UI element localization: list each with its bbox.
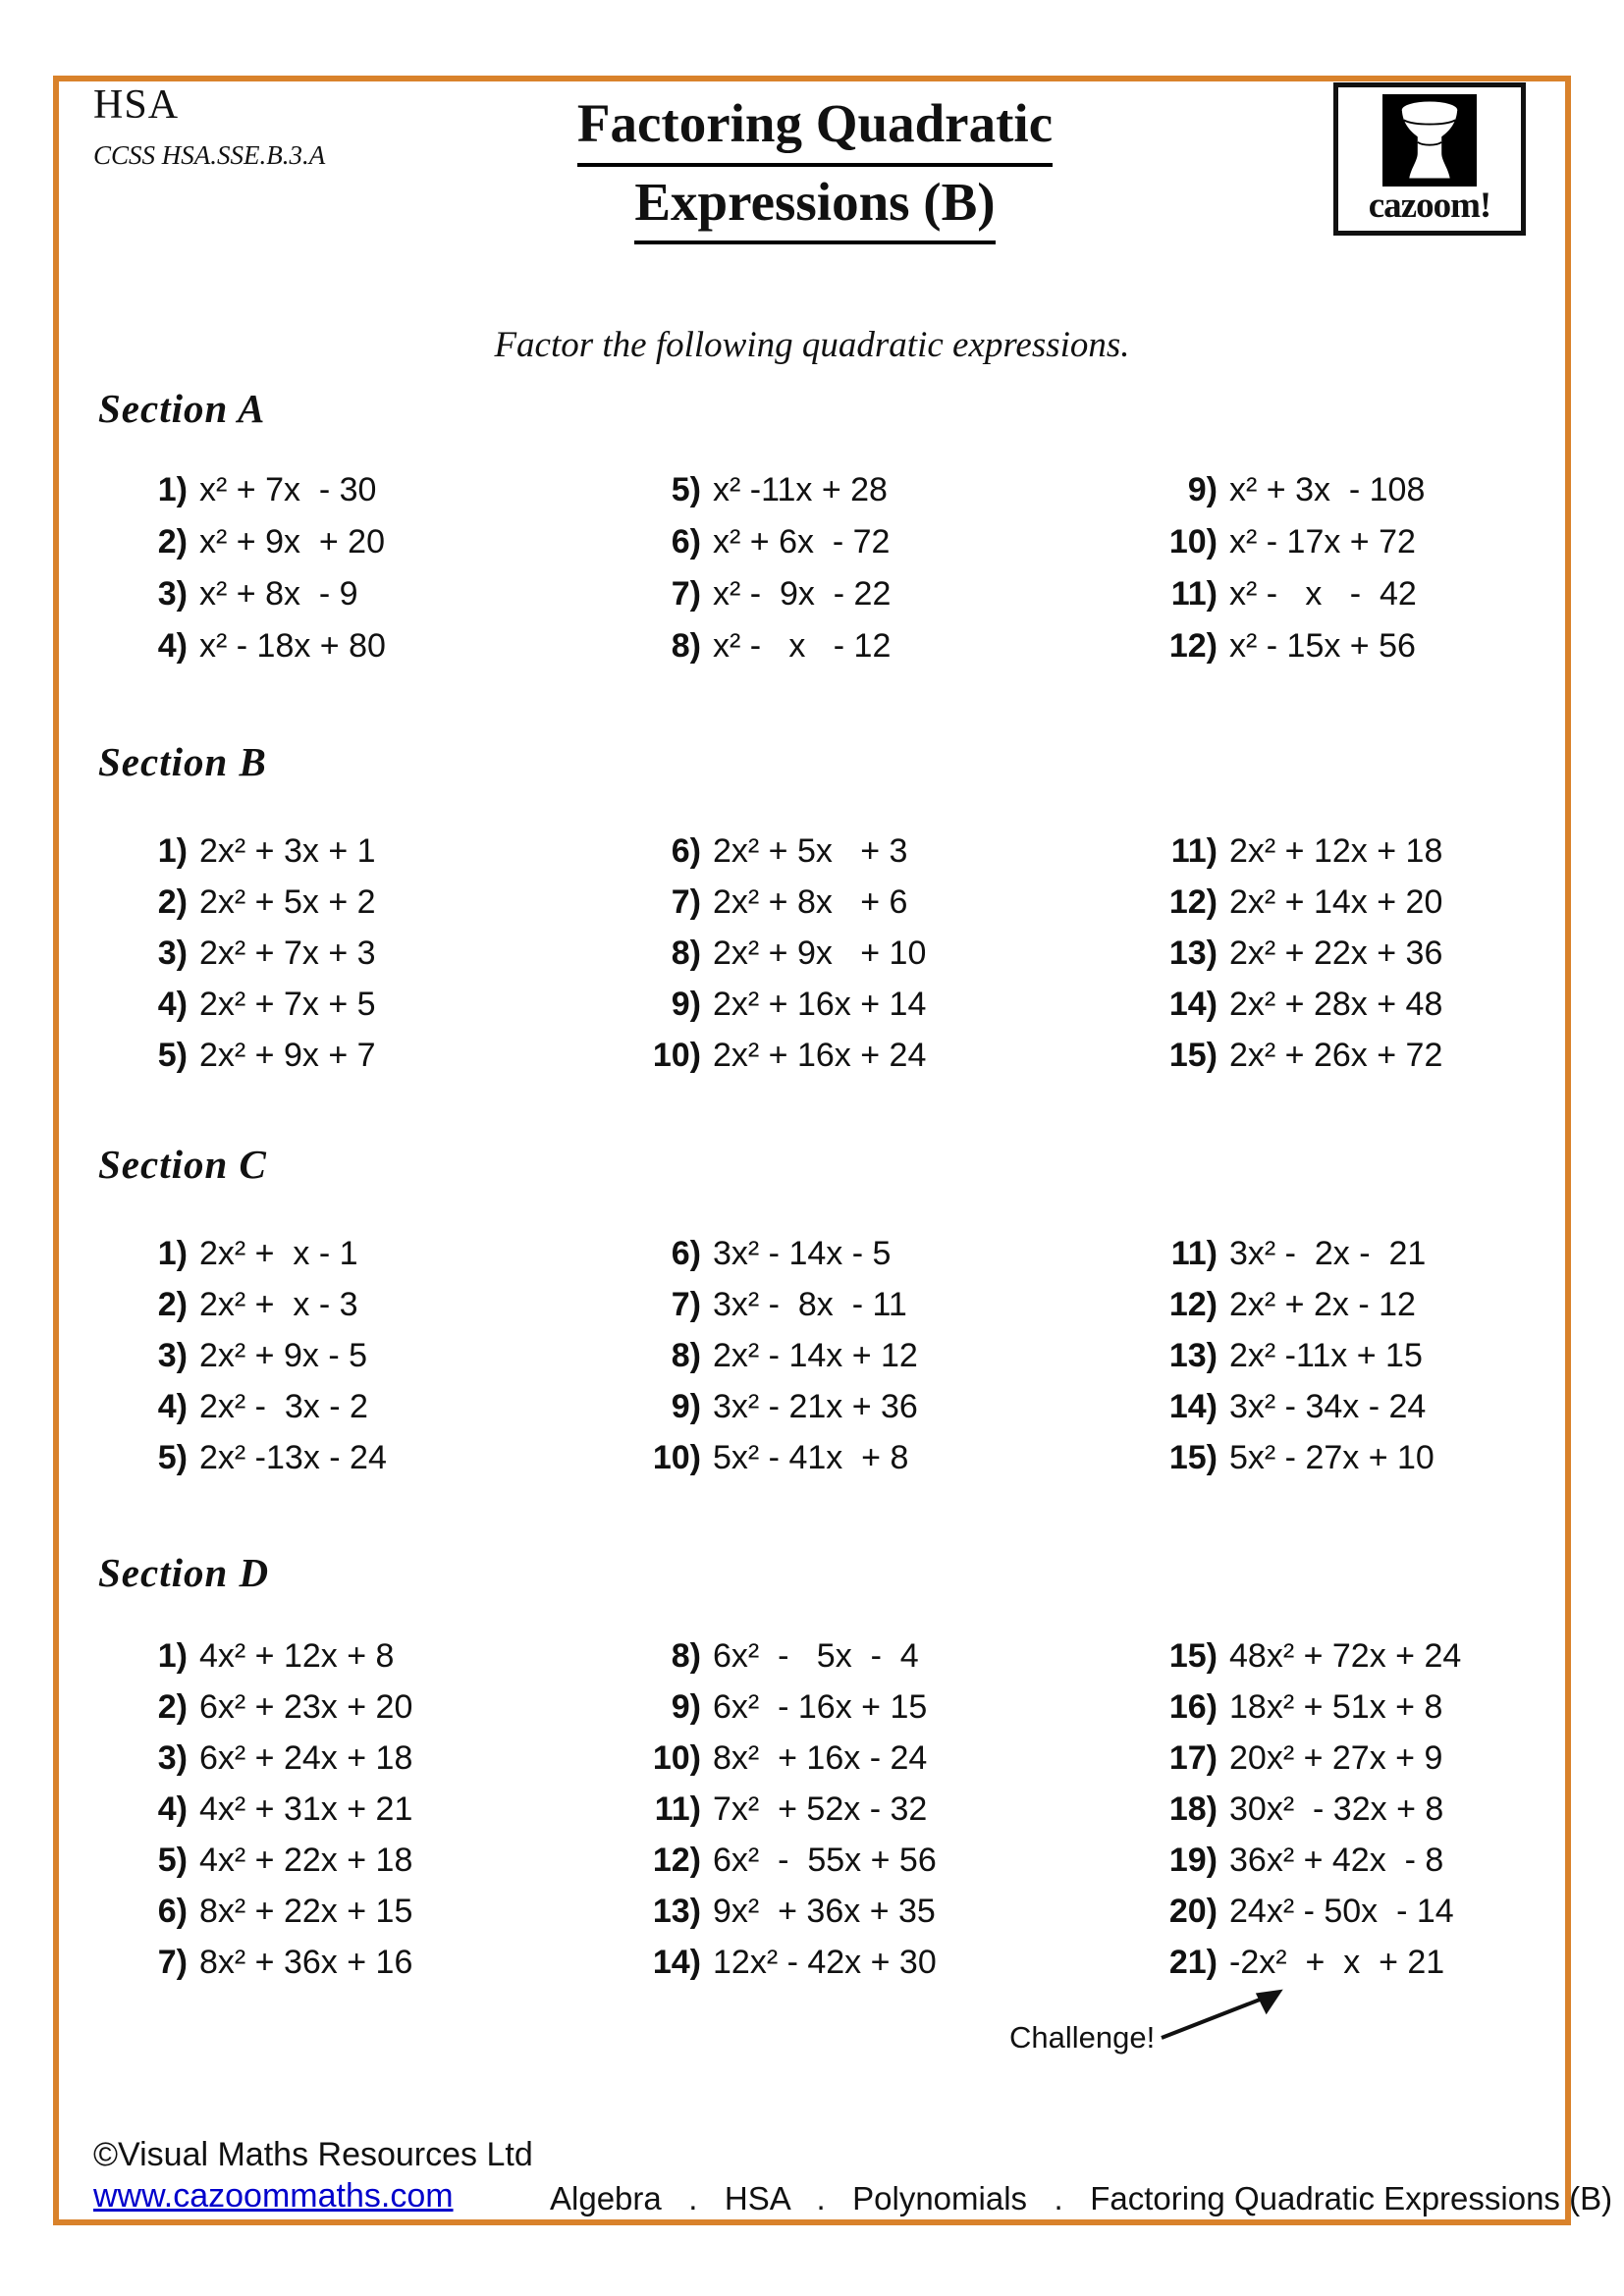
problem-expression: 8x² + 16x - 24 [713, 1739, 928, 1777]
problem-number: 8) [671, 1637, 701, 1675]
problem-row [640, 934, 926, 986]
problem-row [133, 1439, 387, 1490]
problem-column [1151, 1637, 1461, 1995]
problem-row [1151, 1235, 1435, 1286]
problem-expression: 4x² + 31x + 21 [199, 1790, 413, 1828]
problem-row [133, 1790, 412, 1842]
problem-expression: 18x² + 51x + 8 [1229, 1688, 1443, 1726]
problem-row [1151, 1286, 1435, 1337]
problem-expression: 7x² + 52x - 32 [713, 1790, 928, 1828]
problem-row [1151, 1637, 1461, 1688]
problem-column [640, 471, 891, 679]
problem-expression: 8x² + 22x + 15 [199, 1893, 413, 1930]
problem-expression: 3x² - 8x - 11 [713, 1286, 907, 1323]
problem-row [640, 1637, 937, 1688]
problem-expression: x² - 18x + 80 [199, 627, 386, 665]
problem-expression: x² - 17x + 72 [1229, 523, 1416, 561]
problem-number: 11) [654, 1790, 701, 1828]
section-b-header: Section B [98, 739, 267, 784]
problem-number: 6) [671, 832, 701, 870]
problem-column [133, 1235, 387, 1490]
problem-row [640, 1790, 937, 1842]
cazoom-logo [1333, 82, 1526, 236]
problem-row [133, 832, 376, 883]
problem-expression: x² + 9x + 20 [199, 523, 385, 561]
problem-number: 2) [157, 523, 188, 561]
problem-number: 7) [157, 1944, 188, 1981]
problem-row [640, 1842, 937, 1893]
problem-expression: 5x² - 41x + 8 [713, 1439, 909, 1476]
problem-number: 1) [157, 832, 188, 870]
problem-row [133, 1944, 412, 1995]
problem-expression: 12x² - 42x + 30 [713, 1944, 937, 1981]
problem-expression: -2x² + x + 21 [1229, 1944, 1445, 1981]
problem-row [640, 1037, 926, 1088]
problem-expression: 2x² + 8x + 6 [713, 883, 908, 921]
problem-number: 2) [157, 883, 188, 921]
problem-number: 6) [671, 1235, 701, 1272]
problem-expression: 2x² + 22x + 36 [1229, 934, 1443, 972]
page-title [373, 88, 1257, 244]
problem-expression: 2x² + 12x + 18 [1229, 832, 1443, 870]
problem-row [1151, 1037, 1442, 1088]
problem-column [640, 832, 926, 1088]
problem-number: 15) [1168, 1439, 1218, 1476]
problem-expression: 2x² - 3x - 2 [199, 1388, 368, 1425]
problem-number: 4) [157, 1790, 188, 1828]
problem-number: 5) [157, 1439, 188, 1476]
problem-row [133, 575, 386, 627]
problem-number: 12) [1168, 883, 1218, 921]
problem-row [1151, 1842, 1461, 1893]
problem-row [133, 627, 386, 679]
problem-expression: 30x² - 32x + 8 [1229, 1790, 1444, 1828]
problem-column [1151, 471, 1425, 679]
problem-expression: 2x² + 9x - 5 [199, 1337, 368, 1374]
problem-row [1151, 1790, 1461, 1842]
problem-expression: 3x² - 14x - 5 [713, 1235, 892, 1272]
problem-number: 14) [1168, 1388, 1218, 1425]
worksheet-instruction: Factor the following quadratic expressions. [494, 325, 1130, 365]
copyright-text: ©Visual Maths Resources Ltd [93, 2136, 533, 2173]
problem-expression: x² - 9x - 22 [713, 575, 892, 613]
problem-expression: 3x² - 21x + 36 [713, 1388, 918, 1425]
problem-expression: 2x² + 28x + 48 [1229, 986, 1443, 1023]
problem-row [1151, 883, 1442, 934]
problem-column [640, 1235, 918, 1490]
problem-number: 12) [1168, 1286, 1218, 1323]
problem-row [640, 1739, 937, 1790]
problem-expression: 6x² - 16x + 15 [713, 1688, 928, 1726]
problem-number: 2) [157, 1286, 188, 1323]
problem-row [640, 1944, 937, 1995]
problem-number: 2) [157, 1688, 188, 1726]
problem-row [133, 523, 386, 575]
problem-row [133, 1739, 412, 1790]
problem-row [1151, 627, 1425, 679]
problem-expression: 9x² + 36x + 35 [713, 1893, 936, 1930]
problem-expression: 20x² + 27x + 9 [1229, 1739, 1443, 1777]
challenge-arrow-icon [1154, 1975, 1301, 2052]
problem-row [640, 575, 891, 627]
problem-row [1151, 832, 1442, 883]
problem-expression: 2x² + 2x - 12 [1229, 1286, 1416, 1323]
cazoom-logo-text: cazoom! [1368, 186, 1491, 226]
problem-row [1151, 1388, 1435, 1439]
problem-number: 3) [157, 575, 188, 613]
problem-expression: x² - 15x + 56 [1229, 627, 1416, 665]
problem-number: 13) [1168, 934, 1218, 972]
problem-expression: 3x² - 34x - 24 [1229, 1388, 1427, 1425]
problem-row [640, 1388, 918, 1439]
problem-expression: 2x² -13x - 24 [199, 1439, 387, 1476]
problem-number: 4) [157, 986, 188, 1023]
problem-row [1151, 471, 1425, 523]
problem-expression: x² - x - 42 [1229, 575, 1417, 613]
problem-number: 17) [1168, 1739, 1218, 1777]
problem-number: 4) [157, 627, 188, 665]
problem-number: 1) [157, 471, 188, 508]
problem-number: 15) [1168, 1037, 1218, 1074]
problem-number: 4) [157, 1388, 188, 1425]
problem-expression: 5x² - 27x + 10 [1229, 1439, 1435, 1476]
problem-expression: 2x² + 16x + 14 [713, 986, 927, 1023]
problem-row [133, 471, 386, 523]
problem-number: 7) [671, 575, 701, 613]
problem-expression: x² + 3x - 108 [1229, 471, 1426, 508]
problem-expression: 4x² + 12x + 8 [199, 1637, 395, 1675]
problem-row [133, 1893, 412, 1944]
problem-row [640, 1893, 937, 1944]
problem-row [133, 1388, 387, 1439]
problem-number: 8) [671, 1337, 701, 1374]
problem-number: 8) [671, 627, 701, 665]
problem-expression: 2x² - 14x + 12 [713, 1337, 918, 1374]
problem-row [1151, 1439, 1435, 1490]
page-title-line1: Factoring Quadratic [577, 88, 1053, 167]
problem-expression: 2x² + 5x + 2 [199, 883, 376, 921]
problem-expression: x² -11x + 28 [713, 471, 888, 508]
problem-expression: 6x² + 24x + 18 [199, 1739, 413, 1777]
problem-row [640, 523, 891, 575]
problem-row [133, 1286, 387, 1337]
problem-number: 9) [671, 986, 701, 1023]
problem-number: 18) [1168, 1790, 1218, 1828]
problem-row [640, 1286, 918, 1337]
problem-number: 7) [671, 883, 701, 921]
problem-column [133, 1637, 412, 1995]
problem-number: 14) [1168, 986, 1218, 1023]
problem-number: 1) [157, 1637, 188, 1675]
problem-row [640, 471, 891, 523]
problem-number: 11) [1170, 1235, 1218, 1272]
problem-expression: x² + 8x - 9 [199, 575, 358, 613]
problem-expression: 24x² - 50x - 14 [1229, 1893, 1454, 1930]
problem-number: 10) [652, 1739, 701, 1777]
course-code: HSA [93, 82, 180, 128]
problem-expression: x² + 6x - 72 [713, 523, 891, 561]
problem-column [1151, 832, 1442, 1088]
problem-number: 8) [671, 934, 701, 972]
problem-number: 10) [1168, 523, 1218, 561]
problem-expression: 2x² + 14x + 20 [1229, 883, 1443, 921]
breadcrumb: Algebra . HSA . Polynomials . Factoring Quadratic Expressions (B) [550, 2180, 1613, 2216]
problem-number: 5) [671, 471, 701, 508]
ccss-standard: CCSS HSA.SSE.B.3.A [93, 140, 326, 170]
problem-row [640, 1439, 918, 1490]
section-c-header: Section C [98, 1142, 267, 1187]
problem-row [1151, 1739, 1461, 1790]
problem-expression: x² + 7x - 30 [199, 471, 377, 508]
problem-expression: 2x² + 16x + 24 [713, 1037, 927, 1074]
problem-number: 3) [157, 1337, 188, 1374]
problem-row [1151, 1893, 1461, 1944]
problem-row [1151, 934, 1442, 986]
problem-row [640, 627, 891, 679]
problem-number: 11) [1170, 832, 1218, 870]
problem-expression: 36x² + 42x - 8 [1229, 1842, 1444, 1879]
problem-number: 10) [652, 1439, 701, 1476]
problem-row [1151, 1688, 1461, 1739]
problem-row [640, 1688, 937, 1739]
problem-expression: 48x² + 72x + 24 [1229, 1637, 1462, 1675]
problem-number: 21) [1168, 1944, 1218, 1981]
problem-column [133, 471, 386, 679]
problem-number: 14) [652, 1944, 701, 1981]
problem-expression: 2x² + 5x + 3 [713, 832, 908, 870]
problem-row [133, 934, 376, 986]
problem-row [133, 986, 376, 1037]
djembe-drum-icon [1382, 94, 1477, 187]
problem-number: 19) [1168, 1842, 1218, 1879]
problem-number: 6) [671, 523, 701, 561]
problem-expression: 8x² + 36x + 16 [199, 1944, 413, 1981]
problem-number: 3) [157, 934, 188, 972]
problem-column [640, 1637, 937, 1995]
problem-row [640, 883, 926, 934]
problem-number: 13) [652, 1893, 701, 1930]
page-title-line2: Expressions (B) [634, 167, 995, 245]
problem-row [1151, 575, 1425, 627]
problem-expression: 4x² + 22x + 18 [199, 1842, 413, 1879]
problem-number: 13) [1168, 1337, 1218, 1374]
problem-expression: 3x² - 2x - 21 [1229, 1235, 1427, 1272]
problem-number: 9) [671, 1688, 701, 1726]
problem-expression: 2x² + 7x + 5 [199, 986, 376, 1023]
problem-expression: 2x² -11x + 15 [1229, 1337, 1423, 1374]
problem-number: 20) [1168, 1893, 1218, 1930]
problem-number: 3) [157, 1739, 188, 1777]
section-a-header: Section A [98, 386, 266, 431]
problem-row [640, 986, 926, 1037]
problem-expression: 2x² + x - 1 [199, 1235, 358, 1272]
problem-number: 5) [157, 1842, 188, 1879]
problem-number: 7) [671, 1286, 701, 1323]
problem-row [133, 1688, 412, 1739]
problem-column [133, 832, 376, 1088]
problem-number: 11) [1170, 575, 1218, 613]
problem-row [640, 832, 926, 883]
problem-row [640, 1235, 918, 1286]
section-d-header: Section D [98, 1550, 270, 1595]
challenge-label: Challenge! [1009, 2020, 1156, 2055]
problem-row [133, 1842, 412, 1893]
problem-number: 6) [157, 1893, 188, 1930]
problem-row [133, 883, 376, 934]
problem-expression: 2x² + 7x + 3 [199, 934, 376, 972]
problem-expression: 6x² - 55x + 56 [713, 1842, 937, 1879]
problem-row [133, 1637, 412, 1688]
problem-number: 12) [1168, 627, 1218, 665]
problem-expression: 2x² + x - 3 [199, 1286, 358, 1323]
problem-expression: x² - x - 12 [713, 627, 892, 665]
problem-row [1151, 1337, 1435, 1388]
problem-row [133, 1337, 387, 1388]
problem-number: 9) [671, 1388, 701, 1425]
problem-row [1151, 986, 1442, 1037]
problem-expression: 6x² - 5x - 4 [713, 1637, 919, 1675]
problem-column [1151, 1235, 1435, 1490]
problem-row [640, 1337, 918, 1388]
problem-expression: 2x² + 9x + 7 [199, 1037, 376, 1074]
problem-number: 10) [652, 1037, 701, 1074]
problem-number: 9) [1187, 471, 1218, 508]
problem-expression: 2x² + 3x + 1 [199, 832, 376, 870]
problem-number: 5) [157, 1037, 188, 1074]
problem-number: 1) [157, 1235, 188, 1272]
problem-row [1151, 523, 1425, 575]
problem-expression: 6x² + 23x + 20 [199, 1688, 413, 1726]
problem-expression: 2x² + 9x + 10 [713, 934, 927, 972]
website-link[interactable]: www.cazoommaths.com [93, 2177, 454, 2215]
problem-number: 16) [1168, 1688, 1218, 1726]
problem-row [133, 1235, 387, 1286]
problem-expression: 2x² + 26x + 72 [1229, 1037, 1443, 1074]
problem-row [133, 1037, 376, 1088]
problem-number: 12) [652, 1842, 701, 1879]
problem-number: 15) [1168, 1637, 1218, 1675]
